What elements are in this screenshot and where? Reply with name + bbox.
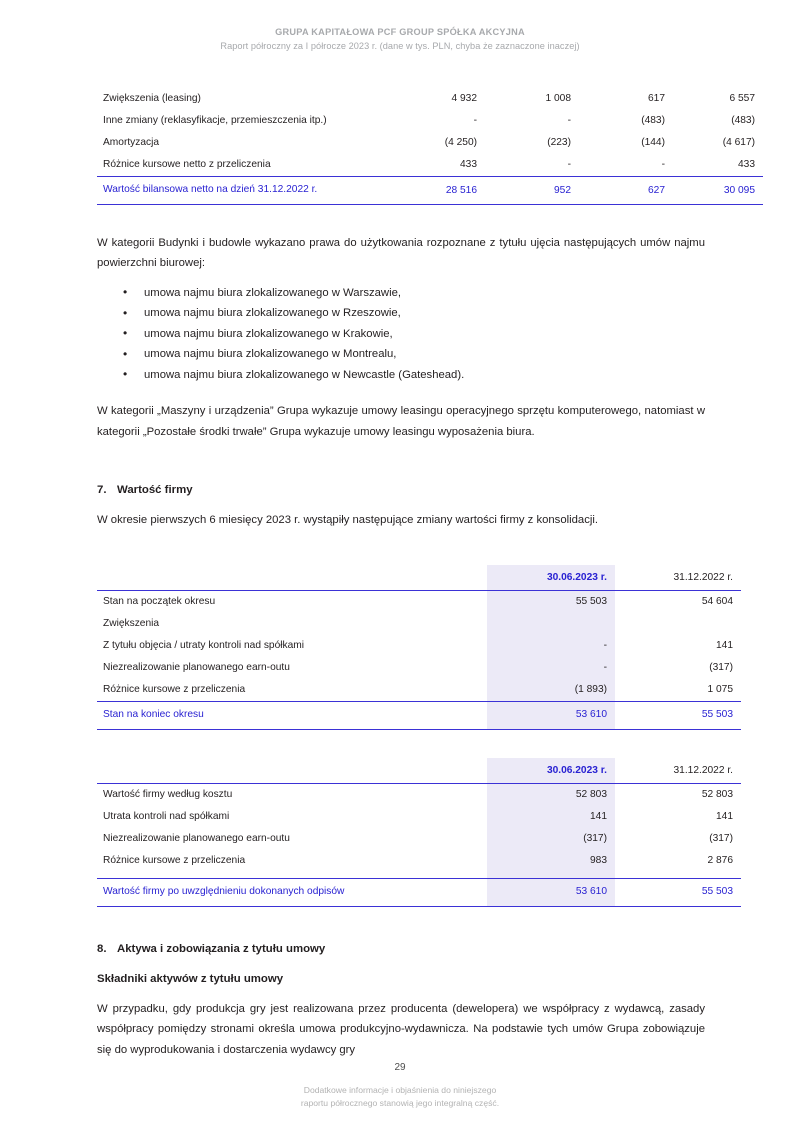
- list-item: • umowa najmu biura zlokalizowanego w Newcastle (Gateshead).: [97, 365, 705, 386]
- row-value-col3: (144): [641, 137, 665, 148]
- row-value-col1: 55 503: [487, 590, 615, 613]
- paragraph-buildings: W kategorii Budynki i budowle wykazano prawa do użytkowania rozpoznane z tytułu ujęcia następujących umów najmu powierzchni biurowej:: [97, 236, 705, 269]
- spacer: [97, 498, 705, 510]
- section-title: Aktywa i zobowiązania z tytułu umowy: [117, 942, 326, 955]
- total-value-col4: 30 095: [673, 177, 763, 205]
- row-value-col1: 983: [487, 850, 615, 872]
- lease-movement-table: [97, 88, 763, 205]
- row-value-col4: 6 557: [729, 93, 755, 104]
- row-value-col3: (483): [641, 115, 665, 126]
- table-row: [97, 635, 741, 657]
- spacer: [97, 907, 705, 941]
- row-label: Amortyzacja: [103, 137, 160, 148]
- table-header-row: [97, 565, 741, 591]
- paragraph-machines: W kategorii „Maszyny i urządzenia” Grupa wykazuje umowy leasingu operacyjnego sprzętu komputerowego, natomiast w kategorii „Pozostałe środki trwałe” Grupa wykazuje umowy leasingu wyposażenia biura.: [97, 405, 705, 438]
- row-value-col1: 141: [487, 806, 615, 828]
- row-value-col4: 433: [738, 159, 755, 170]
- table-total-row: [97, 701, 741, 729]
- row-label: Różnice kursowe netto z przeliczenia: [103, 159, 271, 170]
- header-company-name: GRUPA KAPITAŁOWA PCF GROUP SPÓŁKA AKCYJNA: [275, 27, 525, 37]
- row-value-col2: 141: [716, 639, 733, 651]
- header-col-31-12-2022: 31.12.2022 r.: [673, 764, 733, 776]
- list-item: • umowa najmu biura zlokalizowanego w Warszawie,: [97, 283, 705, 304]
- table-row: [97, 783, 741, 806]
- row-value-col1: 4 932: [451, 93, 477, 104]
- row-value-col2: (223): [547, 137, 571, 148]
- table-row: [97, 110, 763, 132]
- row-value-col1: (1 893): [487, 679, 615, 702]
- table-total-row: [97, 177, 763, 205]
- footer-line-2: raportu półrocznego stanowią jego integralną część.: [300, 1098, 500, 1108]
- row-value-col1: -: [473, 115, 477, 126]
- page-content: [97, 88, 755, 1060]
- header-subtitle: Raport półroczny za I półrocze 2023 r. (dane w tys. PLN, chyba że zaznaczone inaczej): [220, 41, 580, 51]
- table-row: [97, 657, 741, 679]
- table-row: [97, 850, 741, 872]
- total-label: Stan na koniec okresu: [97, 701, 487, 729]
- total-value-col1: 53 610: [487, 878, 615, 906]
- row-value-col1: [487, 613, 615, 635]
- row-value-col2: 54 604: [615, 590, 741, 613]
- table-header-row: [97, 758, 741, 784]
- row-label: Niezrealizowanie planowanego earn-outu: [103, 832, 290, 844]
- total-label: Wartość firmy po uwzględnieniu dokonanych odpisów: [97, 878, 487, 906]
- spacer: [97, 730, 705, 758]
- footer-line-1: Dodatkowe informacje i objaśnienia do niniejszego: [303, 1085, 497, 1095]
- table-row: [97, 806, 741, 828]
- table-row: [97, 590, 741, 613]
- row-label: Niezrealizowanie planowanego earn-outu: [103, 661, 290, 673]
- total-value-col1: 53 610: [487, 701, 615, 729]
- total-value-col2: 55 503: [615, 878, 741, 906]
- table-row: [97, 828, 741, 850]
- row-value-col2: [615, 613, 741, 635]
- row-label: Stan na początek okresu: [97, 590, 487, 613]
- table-row: [97, 132, 763, 154]
- row-value-col2: -: [567, 159, 571, 170]
- row-value-col2: 52 803: [615, 783, 741, 806]
- row-label: Zwiększenia: [103, 617, 160, 629]
- section-heading-7: [97, 482, 705, 498]
- row-value-col3: -: [661, 159, 665, 170]
- document-footer-note: [0, 1084, 800, 1110]
- total-value-col1: 28 516: [391, 177, 485, 205]
- row-value-col1: (4 250): [444, 137, 477, 148]
- row-value-col1: (317): [487, 828, 615, 850]
- table-total-row: [97, 878, 741, 906]
- table-row: [97, 679, 741, 702]
- table-row: [97, 613, 741, 635]
- section-number: 8.: [97, 942, 107, 955]
- spacer: [97, 205, 705, 233]
- row-value-col2: (317): [709, 661, 733, 673]
- office-lease-list: [97, 283, 705, 386]
- row-value-col2: (317): [709, 832, 733, 844]
- row-label: Inne zmiany (reklasyfikacje, przemieszczenia itp.): [103, 115, 327, 126]
- header-blank: [97, 758, 487, 784]
- spacer: [97, 987, 705, 999]
- row-value-col2: 1 075: [707, 683, 733, 695]
- paragraph-goodwill-intro: W okresie pierwszych 6 miesięcy 2023 r. wystąpiły następujące zmiany wartości firmy z konsolidacji.: [97, 514, 599, 526]
- row-value-col1: 52 803: [487, 783, 615, 806]
- spacer: [97, 442, 705, 482]
- table-row: [97, 154, 763, 177]
- spacer: [97, 531, 705, 565]
- total-value-col3: 627: [579, 177, 673, 205]
- row-value-col1: 433: [460, 159, 477, 170]
- row-label: Różnice kursowe z przeliczenia: [103, 854, 246, 866]
- goodwill-detail-table: [97, 758, 741, 907]
- row-label: Utrata kontroli nad spółkami: [103, 810, 230, 822]
- paragraph-contract-assets-intro: W przypadku, gdy produkcja gry jest realizowana przez producenta (dewelopera) we współpracy z wydawcą, zasady współpracy pomiędzy stronami określa umowa produkcyjno-wydawnicza. Na podstawie tych umów Grupa zobowiązuje się do wyprodukowania i dostarczenia wydawcy gry: [97, 1002, 705, 1056]
- row-value-col4: (483): [731, 115, 755, 126]
- total-value-col2: 952: [485, 177, 579, 205]
- total-value-col2: 55 503: [615, 701, 741, 729]
- row-value-col1: -: [487, 635, 615, 657]
- row-value-col2: 2 876: [707, 854, 733, 866]
- list-item: • umowa najmu biura zlokalizowanego w Rzeszowie,: [97, 303, 705, 324]
- section-title: Wartość firmy: [117, 484, 193, 496]
- table-row: [97, 88, 763, 110]
- header-col-31-12-2022: 31.12.2022 r.: [673, 571, 733, 583]
- header-blank: [97, 565, 487, 591]
- row-label: Zwiększenia (leasing): [103, 93, 201, 104]
- header-col-30-06-2023: 30.06.2023 r.: [487, 565, 615, 591]
- list-item: • umowa najmu biura zlokalizowanego w Montrealu,: [97, 344, 705, 365]
- subsection-heading-contract-assets: Składniki aktywów z tytułu umowy: [97, 972, 284, 985]
- header-col-30-06-2023: 30.06.2023 r.: [487, 758, 615, 784]
- row-value-col3: 617: [648, 93, 665, 104]
- row-value-col2: -: [567, 115, 571, 126]
- spacer: [97, 385, 705, 401]
- section-number: 7.: [97, 484, 107, 496]
- row-value-col2: 1 008: [545, 93, 571, 104]
- page-number: 29: [394, 1062, 406, 1073]
- document-running-header: [0, 26, 800, 53]
- row-value-col2: 141: [716, 810, 733, 822]
- row-label: Różnice kursowe z przeliczenia: [103, 683, 246, 695]
- row-label: Wartość firmy według kosztu: [97, 783, 487, 806]
- row-value-col1: -: [487, 657, 615, 679]
- row-label: Z tytułu objęcia / utraty kontroli nad spółkami: [103, 639, 305, 651]
- spacer: [97, 957, 705, 971]
- list-item: • umowa najmu biura zlokalizowanego w Krakowie,: [97, 324, 705, 345]
- section-heading-8: [97, 941, 705, 957]
- goodwill-movement-table: [97, 565, 741, 730]
- total-label: Wartość bilansowa netto na dzień 31.12.2022 r.: [97, 177, 391, 205]
- row-value-col4: (4 617): [722, 137, 755, 148]
